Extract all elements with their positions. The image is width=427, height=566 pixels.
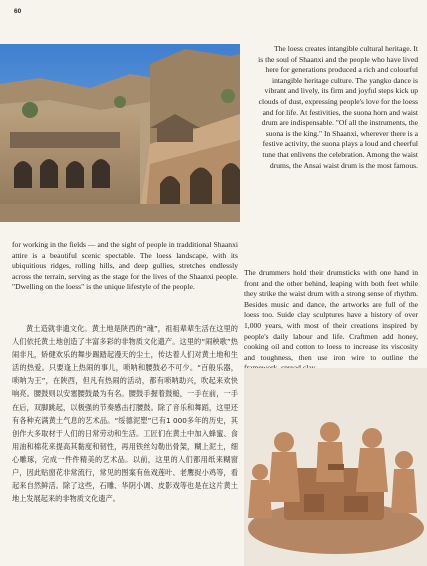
right-middle-text: The drummers hold their drumsticks with one hand in front and the other behind, leaping with both feet while they strike the waist drum with a strong sense of rhythm. Besides music and dance, the artworks are full of the loess too. Suide clay sculptures have a history of over 1,000 years, with most of their creations inspired by people's daily labour and life. Craftmen add honey, cooking oil and cotton to loess to increase its viscosity and toughness, then use iron wire to outline the: [244, 268, 418, 362]
loess-cave-village-photo: [0, 44, 240, 222]
page-number: 60: [14, 8, 22, 15]
drummers-and-clay-paragraph: [244, 268, 418, 374]
left-chinese-text: 黄土造就非遗文化。黄土地是陕西的“魂”，祖祖辈辈生活在这里的人们依托黄土地创造了丰富多彩的非物质文化遗产。这里的“闹秧歌”热闹非凡，矫健欢乐的舞步踢踏起漫天的尘土，传达着人们对黄土地和生活的热爱。只要逢上热闹的事儿，唢呐和腰鼓必不可少。“百般乐器，唢呐为王”，在陕西，但凡有热闹的活动，都有唢呐助兴，吹起来欢快响亮。腰鼓则以安塞腰鼓最为有名。腰鼓手握着鼓槌，一手在前，一手在后，双脚跳起，以极强的节奏感击打腰鼓。除了音乐和舞蹈，这里还有各种充满黄土气息的艺术品。“绥德泥塑”已有1 000多年的历史，其创作大多取材于人们的日常劳动和生活。工匠们在黄土中加入蜂蜜、食用油和棉花来提高其黏度和韧性，再用铁丝勾勒出骨架，糊上泥土，细心雕琢，完成一件件精美的艺术品。以前，这里的人们都用纸来糊窗户，因此贴窗花非常流行，常见的图案有鱼戏莲叶、老鹰捉小鸡等，看起来自然鲜活。除了这些，石雕、华阴小调、皮影戏等也是在这片黄土地上发展起来的非物质文化遗产。: [12, 324, 238, 504]
loess-lifestyle-paragraph: [12, 240, 238, 293]
left-english-text: for working in the fields — and the sight of people in tradditional Shaanxi attire is a beautiful scenic spectable. The loess landscape, with its ubiquitious ridges, rolling hills, and deep gullies, stretches endlessly across the terrain, serving as the stage for the lives of the Shaanxi people. "Dwelling on the loess" is the unique lifestyle of the people.: [12, 240, 238, 292]
intangible-heritage-paragraph: [257, 44, 418, 171]
right-top-text: The loess creates intangible cultural heritage. It is the soul of Shaanxi and the people who have lived here for generations produced a rich and colourful intangible heritage culture. The yangko dance is vibrant and lively, its firm and joyful steps kick up clouds of dust, expressing people's love for the loess and for life. At festivities, the suona horn and waist drum are indispensable. "Of all the instruments, the suona is the king." In Shaanxi, wherever there is a festive activity, the suona plays a loud and cheerful tune that enlivens the celebration. Among the waist drums, the Ansai waist drum is the most famous.: [258, 44, 418, 170]
suide-clay-sculpture-photo: [244, 368, 427, 566]
chinese-paragraph: [12, 322, 238, 505]
